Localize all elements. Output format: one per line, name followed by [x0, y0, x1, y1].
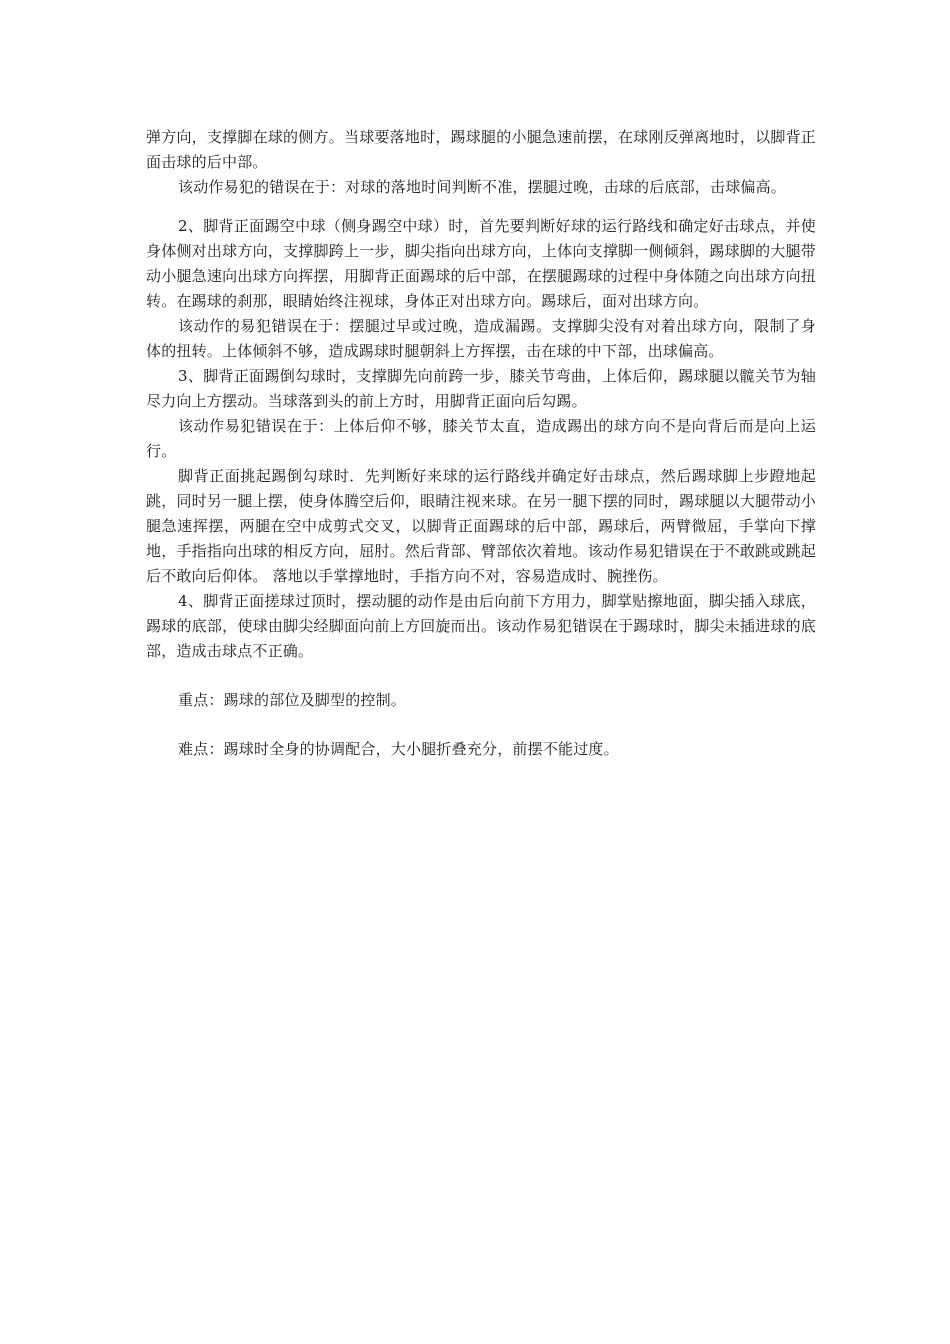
paragraph-section-4: 4、脚背正面搓球过顶时，摆动腿的动作是由后向前下方用力，脚掌贴擦地面，脚尖插入球底，踢球的底部，使球由脚尖经脚面向前上方回旋而出。该动作易犯错误在于踢球时，脚尖未插进球的底部，造成击球点不正确。 [146, 592, 816, 660]
paragraph-bicycle-kick: 脚背正面挑起踢倒勾球时．先判断好来球的运行路线并确定好击球点，然后踢球脚上步蹬地起跳，同时另一腿上摆，使身体腾空后仰，眼睛注视来球。在另一腿下摆的同时，踢球腿以大腿带动小腿急速挥摆，两腿在空中成剪式交叉，以脚背正面踢球的后中部，踢球后，两臂微屈，手掌向下撑地，手指指向出球的相反方向，屈肘。然后背部、臂部依次着地。该动作易犯错误在于不敢跳或跳起后不敢向后仰体。 落地以手掌撑地时，手指方向不对，容易造成时、腕挫伤。 [146, 467, 816, 585]
paragraph-key-point: 重点：踢球的部位及脚型的控制。 [178, 691, 407, 709]
paragraph-section-3: 3、脚背正面踢倒勾球时，支撑脚先向前跨一步，膝关节弯曲，上体后仰，踢球腿以髋关节为轴尽力向上方摆动。当球落到头的前上方时，用脚背正面向后勾踢。 [146, 367, 816, 410]
paragraph-common-errors-2: 该动作的易犯错误在于：摆腿过早或过晚，造成漏踢。支撑脚尖没有对着出球方向，限制了身体的扭转。上体倾斜不够，造成踢球时腿朝斜上方挥摆，击在球的中下部，出球偏高。 [146, 317, 816, 360]
paragraph-section-2: 2、脚背正面踢空中球（侧身踢空中球）时，首先要判断好球的运行路线和确定好击球点，并使身体侧对出球方向，支撑脚跨上一步，脚尖指向出球方向，上体向支撑脚一侧倾斜，踢球脚的大腿带动小腿急速向出球方向挥摆，用脚背正面踢球的后中部，在摆腿踢球的过程中身体随之向出球方向扭转。在踢球的刹那，眼睛始终注视球，身体正对出球方向。踢球后，面对出球方向。 [146, 217, 816, 310]
paragraph-continuation: 弹方向，支撑脚在球的侧方。当球要落地时，踢球腿的小腿急速前摆，在球刚反弹离地时，以脚背正面击球的后中部。 [146, 128, 816, 171]
document-body [146, 125, 816, 762]
paragraph-common-errors-1: 该动作易犯的错误在于：对球的落地时间判断不准，摆腿过晚，击球的后底部，击球偏高。 [178, 178, 787, 196]
paragraph-difficulty: 难点：踢球时全身的协调配合，大小腿折叠充分，前摆不能过度。 [178, 740, 619, 758]
paragraph-common-errors-3: 该动作易犯错误在于：上体后仰不够，膝关节太直，造成踢出的球方向不是向背后而是向上运行。 [146, 417, 816, 460]
